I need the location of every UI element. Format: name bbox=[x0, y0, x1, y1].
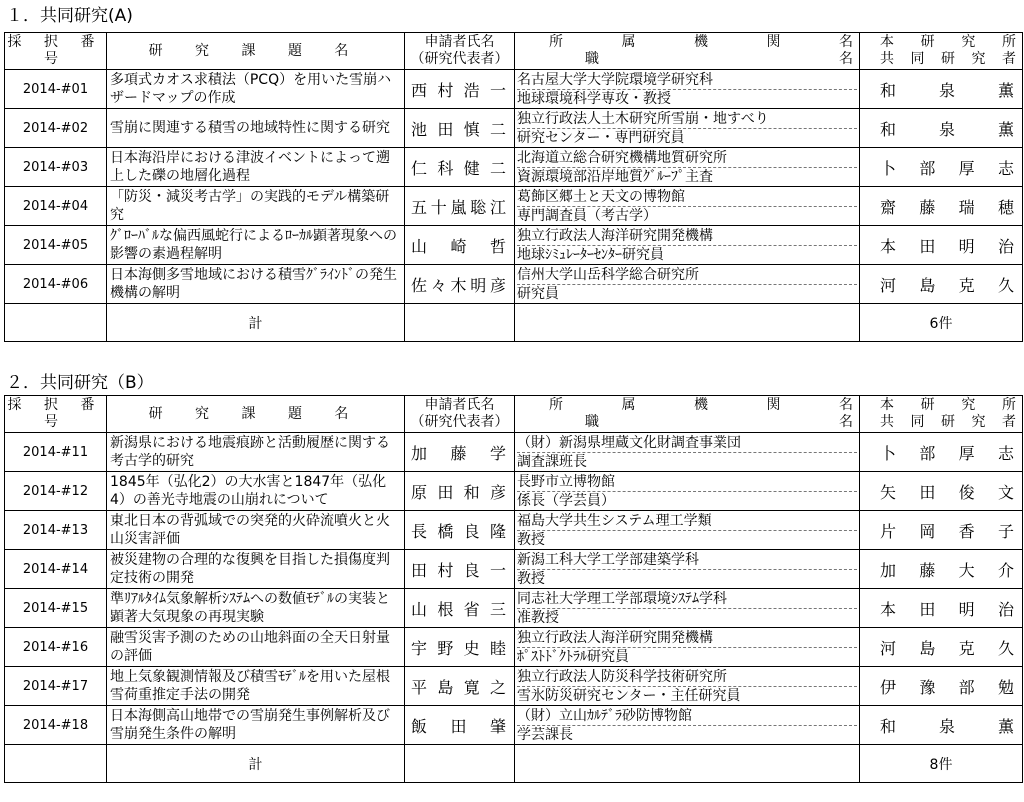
table-row bbox=[5, 109, 1023, 148]
affiliation-org: 長野市立博物館 bbox=[517, 473, 857, 492]
section-a-heading: １．共同研究(A) bbox=[6, 6, 133, 26]
header-aff-line1 bbox=[515, 397, 859, 414]
project-id: 2014-#18 bbox=[5, 706, 107, 745]
table-row bbox=[5, 265, 1023, 304]
project-id: 2014-#03 bbox=[5, 148, 107, 187]
header-char: 関 bbox=[766, 34, 781, 50]
section-b-heading: ２．共同研究（B） bbox=[6, 373, 154, 393]
project-id: 2014-#02 bbox=[5, 109, 107, 148]
affiliation-org: 独立行政法人防災科学技術研究所 bbox=[517, 668, 857, 687]
project-title: 地上気象観測情報及び積雪ﾓﾃﾞﾙを用いた屋根雪荷重推定手法の開発 bbox=[107, 667, 405, 706]
affiliation bbox=[515, 433, 860, 472]
project-id: 2014-#12 bbox=[5, 472, 107, 511]
table-a bbox=[4, 32, 1023, 342]
table-row bbox=[5, 226, 1023, 265]
applicant-name: 平島寛之 bbox=[405, 667, 515, 706]
header-char: 究 bbox=[971, 51, 986, 67]
header-char: 所 bbox=[549, 34, 563, 50]
affiliation-position: 雪氷防災研究センター・主任研究員 bbox=[517, 687, 741, 704]
header-char: 同 bbox=[910, 414, 925, 430]
institute-member: 本田明治 bbox=[860, 226, 1023, 265]
header-id: 採 択 番 号 bbox=[5, 396, 107, 433]
table-row bbox=[5, 472, 1023, 511]
table-b-body bbox=[5, 433, 1023, 783]
affiliation-org: 福島大学共生システム理工学類 bbox=[517, 512, 857, 531]
project-title: 日本海側高山地帯での雪崩発生事例解析及び雪崩発生条件の解明 bbox=[107, 706, 405, 745]
affiliation-position: 地球環境科学専攻・教授 bbox=[517, 90, 671, 107]
total-empty-cell bbox=[5, 745, 107, 783]
total-empty-cell bbox=[515, 304, 860, 342]
header-char: 研 bbox=[941, 414, 955, 430]
affiliation bbox=[515, 550, 860, 589]
affiliation bbox=[515, 472, 860, 511]
applicant-name: 西村浩一 bbox=[405, 70, 515, 109]
affiliation-position: 研究員 bbox=[517, 285, 559, 302]
header-affiliation bbox=[515, 396, 860, 433]
applicant-name: 池田慎二 bbox=[405, 109, 515, 148]
header-member-line2 bbox=[860, 51, 1022, 68]
table-row bbox=[5, 706, 1023, 745]
affiliation-position: 係長（学芸員） bbox=[517, 492, 615, 509]
project-title: 融雪災害予測のための山地斜面の全天日射量の評価 bbox=[107, 628, 405, 667]
affiliation bbox=[515, 589, 860, 628]
total-empty-cell bbox=[405, 304, 515, 342]
table-b bbox=[4, 395, 1023, 783]
institute-member: 加藤大介 bbox=[860, 550, 1023, 589]
project-title: 「防災・減災考古学」の実践的モデル構築研究 bbox=[107, 187, 405, 226]
header-member bbox=[860, 33, 1023, 70]
header-title: 研 究 課 題 名 bbox=[107, 33, 405, 70]
header-char: 名 bbox=[839, 397, 853, 413]
affiliation-position: 教授 bbox=[517, 531, 545, 548]
header-lead-line2: （研究代表者） bbox=[410, 51, 509, 67]
project-title: 被災建物の合理的な復興を目指した損傷度判定技術の開発 bbox=[107, 550, 405, 589]
total-label: 計 bbox=[107, 745, 405, 783]
applicant-name: 山崎哲 bbox=[405, 226, 515, 265]
affiliation-position: 研究センター・専門研究員 bbox=[517, 129, 685, 146]
affiliation-position: 資源環境部沿岸地質ｸﾞﾙｰﾌﾟ主査 bbox=[517, 168, 713, 185]
affiliation bbox=[515, 265, 860, 304]
project-title: 準ﾘｱﾙﾀｲﾑ気象解析ｼｽﾃﾑへの数値ﾓﾃﾞﾙの実装と顕著大気現象の再現実験 bbox=[107, 589, 405, 628]
header-char: 属 bbox=[621, 34, 636, 50]
header-char: 研 bbox=[941, 51, 955, 67]
applicant-name: 五十嵐聡江 bbox=[405, 187, 515, 226]
header-char: 者 bbox=[1002, 414, 1016, 430]
institute-member: 卜部厚志 bbox=[860, 433, 1023, 472]
institute-member: 和泉薫 bbox=[860, 109, 1023, 148]
header-char: 本 bbox=[880, 397, 894, 413]
affiliation bbox=[515, 628, 860, 667]
header-char: 機 bbox=[694, 397, 708, 413]
table-row bbox=[5, 433, 1023, 472]
institute-member: 齋藤瑞穂 bbox=[860, 187, 1023, 226]
header-char: 究 bbox=[961, 397, 976, 413]
project-id: 2014-#14 bbox=[5, 550, 107, 589]
header-title: 研 究 課 題 名 bbox=[107, 396, 405, 433]
affiliation-position: 専門調査員（考古学） bbox=[517, 207, 657, 224]
institute-member: 伊豫部勉 bbox=[860, 667, 1023, 706]
table-row bbox=[5, 628, 1023, 667]
header-member bbox=[860, 396, 1023, 433]
project-title: 1845年（弘化2）の大水害と1847年（弘化4）の善光寺地震の山崩れについて bbox=[107, 472, 405, 511]
header-char: 者 bbox=[1002, 51, 1016, 67]
header-char: 同 bbox=[910, 51, 925, 67]
header-char: 関 bbox=[766, 397, 781, 413]
header-char: 名 bbox=[839, 51, 853, 67]
header-char: 研 bbox=[920, 397, 935, 413]
project-id: 2014-#01 bbox=[5, 70, 107, 109]
applicant-name: 原田和彦 bbox=[405, 472, 515, 511]
project-id: 2014-#05 bbox=[5, 226, 107, 265]
header-member-line1 bbox=[860, 34, 1022, 51]
header-row bbox=[5, 33, 1023, 70]
header-char: 本 bbox=[880, 34, 894, 50]
institute-member: 河島克久 bbox=[860, 628, 1023, 667]
project-id: 2014-#15 bbox=[5, 589, 107, 628]
affiliation-org: 同志社大学理工学部環境ｼｽﾃﾑ学科 bbox=[517, 590, 857, 609]
project-id: 2014-#16 bbox=[5, 628, 107, 667]
total-label: 計 bbox=[107, 304, 405, 342]
project-title: ｸﾞﾛｰﾊﾞﾙな偏西風蛇行によるﾛｰｶﾙ顕著現象への影響の素過程解明 bbox=[107, 226, 405, 265]
applicant-name: 田村良一 bbox=[405, 550, 515, 589]
applicant-name: 加藤学 bbox=[405, 433, 515, 472]
project-title: 多項式カオス求積法（PCQ）を用いた雪崩ハザードマップの作成 bbox=[107, 70, 405, 109]
applicant-name: 長橋良隆 bbox=[405, 511, 515, 550]
total-count: 6件 bbox=[860, 304, 1023, 342]
project-title: 日本海沿岸における津波イベントによって遡上した礫の地層化過程 bbox=[107, 148, 405, 187]
affiliation-org: （財）立山ｶﾙﾃﾞﾗ砂防博物館 bbox=[517, 707, 857, 726]
table-row bbox=[5, 187, 1023, 226]
header-lead-line1: 申請者氏名 bbox=[424, 34, 495, 50]
project-title: 東北日本の背弧域での突発的火砕流噴火と火山災害評価 bbox=[107, 511, 405, 550]
affiliation-position: 教授 bbox=[517, 570, 545, 587]
affiliation-position: 調査課班長 bbox=[517, 453, 587, 470]
project-id: 2014-#17 bbox=[5, 667, 107, 706]
applicant-name: 仁科健二 bbox=[405, 148, 515, 187]
affiliation-position: 地球ｼﾐｭﾚｰﾀｰｾﾝﾀｰ研究員 bbox=[517, 246, 664, 263]
table-row bbox=[5, 589, 1023, 628]
institute-member: 和泉薫 bbox=[860, 706, 1023, 745]
affiliation-org: 独立行政法人海洋研究開発機構 bbox=[517, 227, 857, 246]
header-lead-line2: （研究代表者） bbox=[410, 414, 509, 430]
project-id: 2014-#04 bbox=[5, 187, 107, 226]
institute-member: 河島克久 bbox=[860, 265, 1023, 304]
header-char: 名 bbox=[839, 414, 853, 430]
affiliation bbox=[515, 187, 860, 226]
institute-member: 和泉薫 bbox=[860, 70, 1023, 109]
affiliation bbox=[515, 70, 860, 109]
header-char: 所 bbox=[1001, 397, 1016, 413]
header-lead bbox=[405, 33, 515, 70]
affiliation bbox=[515, 148, 860, 187]
header-lead bbox=[405, 396, 515, 433]
total-count: 8件 bbox=[860, 745, 1023, 783]
institute-member: 片岡香子 bbox=[860, 511, 1023, 550]
header-lead-line1: 申請者氏名 bbox=[424, 397, 495, 413]
affiliation bbox=[515, 109, 860, 148]
project-title: 日本海側多雪地域における積雪ｸﾞﾗｲﾝﾄﾞの発生機構の解明 bbox=[107, 265, 405, 304]
affiliation-org: （財）新潟県埋蔵文化財調査事業団 bbox=[517, 434, 857, 453]
affiliation bbox=[515, 667, 860, 706]
total-row bbox=[5, 745, 1023, 783]
affiliation bbox=[515, 706, 860, 745]
affiliation bbox=[515, 511, 860, 550]
affiliation-org: 独立行政法人海洋研究開発機構 bbox=[517, 629, 857, 648]
total-empty-cell bbox=[405, 745, 515, 783]
affiliation-org: 北海道立総合研究機構地質研究所 bbox=[517, 149, 857, 168]
header-char: 属 bbox=[621, 397, 636, 413]
header-aff-line2 bbox=[515, 414, 859, 431]
table-row bbox=[5, 148, 1023, 187]
applicant-name: 宇野史睦 bbox=[405, 628, 515, 667]
header-aff-line1 bbox=[515, 34, 859, 51]
table-row bbox=[5, 511, 1023, 550]
total-empty-cell bbox=[5, 304, 107, 342]
header-member-line2 bbox=[860, 414, 1022, 431]
header-char: 職 bbox=[585, 51, 599, 67]
affiliation-org: 葛飾区郷土と天文の博物館 bbox=[517, 188, 857, 207]
affiliation-position: 学芸課長 bbox=[517, 726, 573, 743]
project-title: 新潟県における地震痕跡と活動履歴に関する考古学的研究 bbox=[107, 433, 405, 472]
affiliation-position: 准教授 bbox=[517, 609, 559, 626]
header-char: 共 bbox=[880, 51, 894, 67]
header-member-line1 bbox=[860, 397, 1022, 414]
table-row bbox=[5, 667, 1023, 706]
header-char: 名 bbox=[839, 34, 853, 50]
project-id: 2014-#11 bbox=[5, 433, 107, 472]
table-a-body bbox=[5, 70, 1023, 342]
project-title: 雪崩に関連する積雪の地域特性に関する研究 bbox=[107, 109, 405, 148]
applicant-name: 佐々木明彦 bbox=[405, 265, 515, 304]
total-empty-cell bbox=[515, 745, 860, 783]
table-row bbox=[5, 70, 1023, 109]
applicant-name: 飯田肇 bbox=[405, 706, 515, 745]
header-aff-line2 bbox=[515, 51, 859, 68]
header-char: 機 bbox=[694, 34, 708, 50]
affiliation-org: 名古屋大学大学院環境学研究科 bbox=[517, 71, 857, 90]
table-row bbox=[5, 550, 1023, 589]
affiliation-org: 独立行政法人土木研究所雪崩・地すべり bbox=[517, 110, 857, 129]
affiliation-org: 新潟工科大学工学部建築学科 bbox=[517, 551, 857, 570]
applicant-name: 山根省三 bbox=[405, 589, 515, 628]
project-id: 2014-#06 bbox=[5, 265, 107, 304]
affiliation bbox=[515, 226, 860, 265]
header-affiliation bbox=[515, 33, 860, 70]
project-id: 2014-#13 bbox=[5, 511, 107, 550]
header-char: 究 bbox=[961, 34, 976, 50]
header-char: 職 bbox=[585, 414, 599, 430]
institute-member: 本田明治 bbox=[860, 589, 1023, 628]
affiliation-position: ﾎﾟｽﾄﾄﾞｸﾄﾗﾙ研究員 bbox=[517, 648, 629, 665]
header-char: 所 bbox=[1001, 34, 1016, 50]
header-row bbox=[5, 396, 1023, 433]
header-char: 研 bbox=[920, 34, 935, 50]
total-row bbox=[5, 304, 1023, 342]
header-char: 究 bbox=[971, 414, 986, 430]
institute-member: 矢田俊文 bbox=[860, 472, 1023, 511]
header-char: 共 bbox=[880, 414, 894, 430]
affiliation-org: 信州大学山岳科学総合研究所 bbox=[517, 266, 857, 285]
header-id: 採 択 番 号 bbox=[5, 33, 107, 70]
institute-member: 卜部厚志 bbox=[860, 148, 1023, 187]
header-char: 所 bbox=[549, 397, 563, 413]
